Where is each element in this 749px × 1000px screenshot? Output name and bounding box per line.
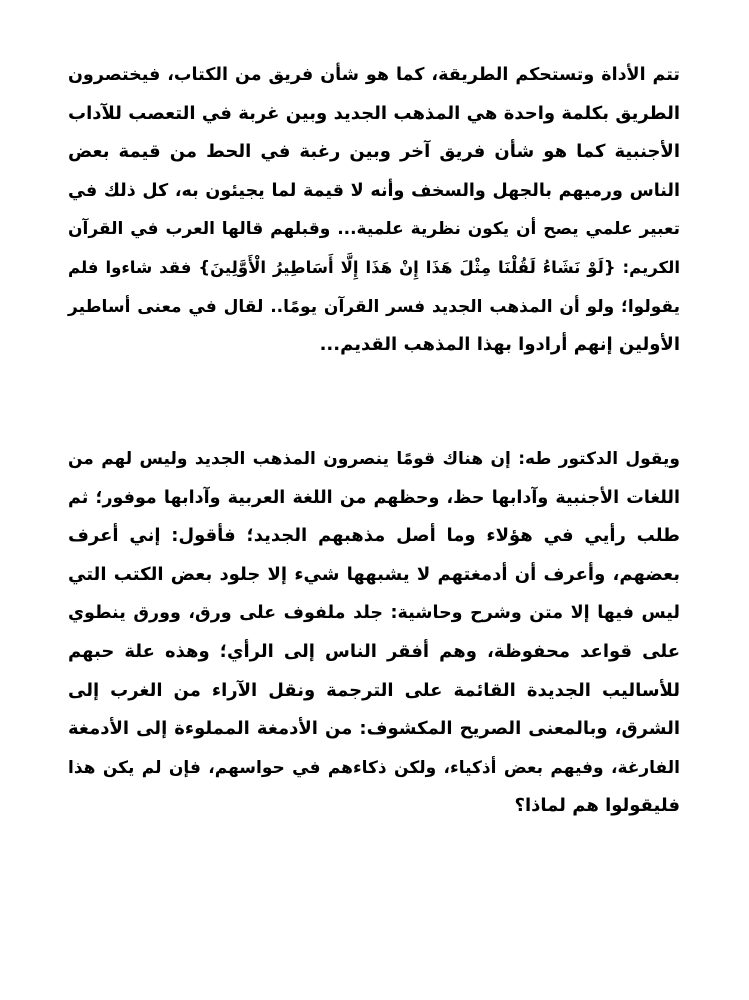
text-line: ليس فيها إلا متن وشرح وحاشية: جلد ملفوف على ورق، وورق ينطوي [68, 603, 680, 624]
text-line: ويقول الدكتور طه: إن هناك قومًا ينصرون المذهب الجديد وليس لهم من [68, 449, 680, 469]
text-line-quran-verse: الكريم: {لَوْ نَشَاءُ لَقُلْنَا مِثْلَ هَذَا إِنْ هَذَا إِلَّا أَسَاطِيرُ الْأَوَّلِينَ} فقد شاءوا فلم [68, 257, 680, 277]
text-line: طلب رأيي في هؤلاء وما أصل مذهبهم الجديد؛ فأقول: إني أعرف [68, 525, 680, 547]
text-line: الأولين إنهم أرادوا بهذا المذهب القديم... [319, 334, 680, 356]
text-line: تتم الأداة وتستحكم الطريقة، كما هو شأن فريق من الكتاب، فيختصرون [68, 65, 680, 85]
paragraph-2 [68, 440, 680, 826]
text-line: الفارغة، وفيهم بعض أذكياء، ولكن ذكاءهم في حواسهم، فإن لم يكن هذا [68, 757, 680, 778]
text-line: يقولوا؛ ولو أن المذهب الجديد فسر القرآن يومًا.. لقال في معنى أساطير [68, 296, 680, 317]
text-line: على قواعد محفوظة، وهم أفقر الناس إلى الرأي؛ وهذه علة حبهم [68, 640, 680, 662]
text-line: اللغات الأجنبية وآدابها حظ، وحظهم من اللغة العربية وآدابها موفور؛ ثم [68, 487, 680, 508]
text-line: فليقولوا هم لماذا؟ [514, 795, 680, 817]
text-line: بعضهم، وأعرف أن أدمغتهم لا يشبهها شيء إلا جلود بعض الكتب التي [68, 563, 680, 585]
paragraph-1 [68, 56, 680, 365]
text-line: الطريق بكلمة واحدة هي المذهب الجديد وبين غربة في التعصب للآداب [68, 102, 680, 124]
text-line: للأساليب الجديدة القائمة على الترجمة ونقل الآراء من الغرب إلى [68, 679, 680, 701]
text-line: الشرق، وبالمعنى الصريح المكشوف: من الأدمغة المملوءة إلى الأدمغة [68, 718, 680, 740]
text-line: الأجنبية كما هو شأن فريق آخر وبين رغبة في الحط من قيمة بعض [68, 141, 680, 163]
text-line: الناس ورميهم بالجهل والسخف وأنه لا قيمة لما يجيئون به، كل ذلك في [68, 180, 680, 201]
text-line: تعبير علمي يصح أن يكون نظرية علمية... وقبلهم قالها العرب في القرآن [68, 219, 680, 240]
